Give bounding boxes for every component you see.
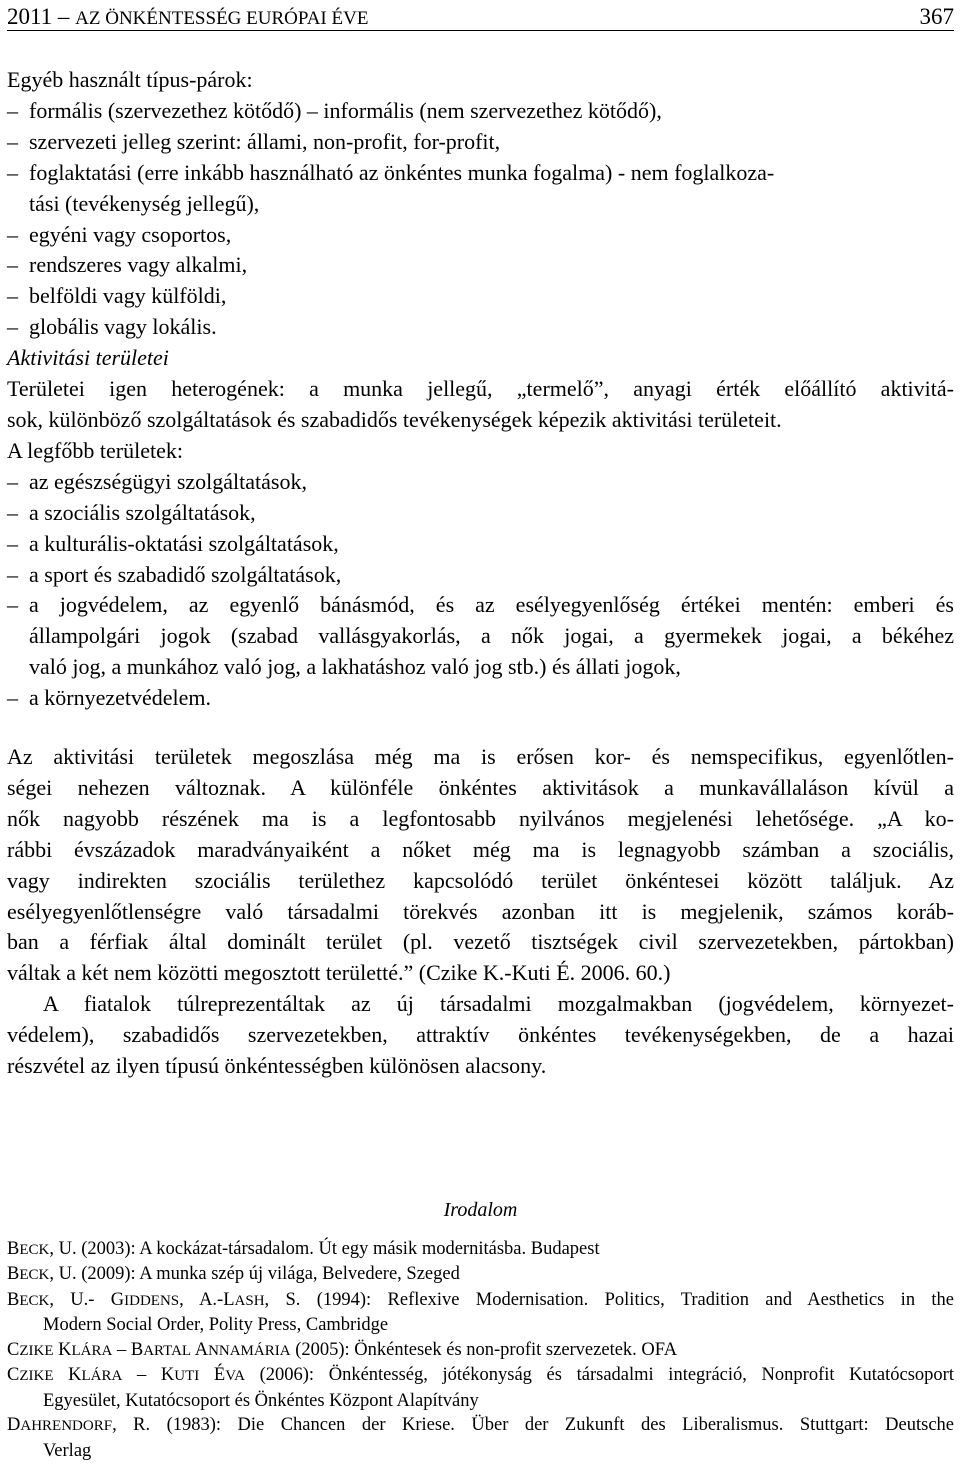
text-line: ségei nehezen változnak. A különféle önkéntes aktivitások a munkavállaláson kívül a xyxy=(7,774,954,800)
list-item: – egyéni vagy csoportos, xyxy=(7,221,232,247)
text-line: ban a férfiak által dominált terület (pl. vezető tisztségek civil szervezetekben, pártokban) xyxy=(7,929,954,955)
reference-item: DAHRENDORF, R. (1983): Die Chancen der Kriese. Über der Zukunft des Liberalismus. Stuttgart: Deutsche xyxy=(7,1415,954,1435)
list-item: – szervezeti jelleg szerint: állami, non-profit, for-profit, xyxy=(7,128,501,154)
list-item: – az egészségügyi szolgáltatások, xyxy=(7,468,307,494)
list-item: – a jogvédelem, az egyenlő bánásmód, és az esélyegyenlőség értékei mentén: emberi és xyxy=(7,592,954,618)
text-line: A fiatalok túlreprezentáltak az új társadalmi mozgalmakban (jogvédelem, környezet- xyxy=(43,991,954,1017)
text-line: rábbi évszázadok maradványaiként a nőket még ma is legnagyobb számban a szociális, xyxy=(7,836,954,862)
reference-continuation: Verlag xyxy=(43,1440,92,1461)
reference-continuation: Modern Social Order, Polity Press, Cambridge xyxy=(43,1315,389,1335)
text-line: vagy indirekten szociális területhez kapcsolódó terület önkéntesei között találjuk. Az xyxy=(7,867,954,893)
list-item: – foglaktatási (erre inkább használható az önkéntes munka fogalma) - nem foglalkoza- xyxy=(7,159,775,185)
reference-item: CZIKE KLÁRA – KUTI ÉVA (2006): Önkéntesség, jótékonyság és társadalmi integráció, Nonprofit Kutatócsoport xyxy=(7,1365,954,1385)
text-line: Az aktivitási területek megoszlása még ma is erősen kor- és nemspecifikus, egyenlőtlen- xyxy=(7,744,954,770)
text-line: sok, különböző szolgáltatások és szabadidős tevékenységek képezik aktivitási területeit. xyxy=(7,406,782,432)
text-line: váltak a két nem közötti megosztott területté.” (Czike K.-Kuti É. 2006. 60.) xyxy=(7,960,671,986)
header-title: 2011 – AZ ÖNKÉNTESSÉG EURÓPAI ÉVE xyxy=(7,4,369,29)
list-item: – a környezetvédelem. xyxy=(7,685,212,711)
list-item: – a szociális szolgáltatások, xyxy=(7,499,256,525)
reference-continuation: Egyesület, Kutatócsoport és Önkéntes Központ Alapítvány xyxy=(43,1390,479,1411)
text-line: részvétel az ilyen típusú önkéntességben különösen alacsony. xyxy=(7,1053,547,1079)
text-line: Területei igen heterogének: a munka jellegű, „termelő”, anyagi érték előállító aktivitá- xyxy=(7,376,954,402)
list-item: – rendszeres vagy alkalmi, xyxy=(7,252,248,278)
list-item: – formális (szervezethez kötődő) – informális (nem szervezethez kötődő), xyxy=(7,97,662,123)
types-heading: Egyéb használt típus-párok: xyxy=(7,67,253,92)
main-text xyxy=(7,65,954,1082)
page-number: 367 xyxy=(919,4,954,29)
list-item: – a sport és szabadidő szolgáltatások, xyxy=(7,561,342,587)
reference-item: BECK, U.- GIDDENS, A.-LASH, S. (1994): Reflexive Modernisation. Politics, Tradition and Aesthetics in the xyxy=(7,1289,954,1310)
reference-item: CZIKE KLÁRA – BARTAL ANNAMÁRIA (2005): Önkéntesek és non-profit szervezetek. OFA xyxy=(7,1339,678,1360)
list-item-continuation: való jog, a munkához való jog, a lakhatáshoz való jog stb.) és állati jogok, xyxy=(29,654,681,680)
text-line: védelem), szabadidős szervezetekben, attraktív önkéntes tevékenységekben, de a hazai xyxy=(7,1022,954,1048)
reference-item: BECK, U. (2009): A munka szép új világa, Belvedere, Szeged xyxy=(7,1264,460,1284)
list-item-continuation: tási (tevékenység jellegű), xyxy=(29,190,260,216)
text-line: nők nagyobb részének ma is a legfontosabb nyilvános megjelenési lehetősége. „A ko- xyxy=(7,805,954,831)
running-header xyxy=(7,4,954,31)
reference-item: BECK, U. (2003): A kockázat-társadalom. Út egy másik modernitásba. Budapest xyxy=(7,1238,600,1259)
references xyxy=(7,1198,954,1463)
list-item: – belföldi vagy külföldi, xyxy=(7,283,227,309)
text-line: esélyegyenlőtlenségre való társadalmi törekvés azonban itt is megjelenik, számos koráb- xyxy=(7,898,954,924)
list-item: – a kulturális-oktatási szolgáltatások, xyxy=(7,530,339,556)
references-title: Irodalom xyxy=(443,1199,518,1221)
spacer xyxy=(7,714,954,742)
list-item-continuation: állampolgári jogok (szabad vallásgyakorlás, a nők jogai, a gyermekek jogai, a békéhez xyxy=(29,623,954,649)
text-line: A legfőbb területek: xyxy=(7,437,183,463)
areas-heading: Aktivitási területei xyxy=(7,345,169,371)
list-item: – globális vagy lokális. xyxy=(7,314,217,340)
